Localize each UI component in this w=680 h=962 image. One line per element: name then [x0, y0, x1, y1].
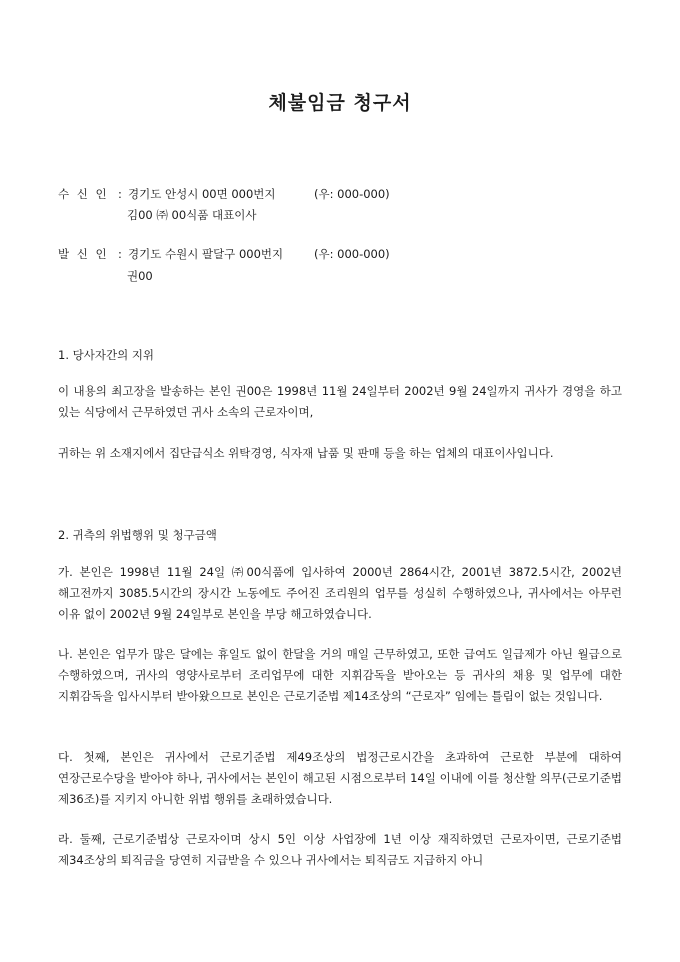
- sender-postal: (우: 000-000): [314, 247, 390, 261]
- section1-paragraph-2: 귀하는 위 소재지에서 집단급식소 위탁경영, 식자재 납품 및 판매 등을 하는 업체의 대표이사입니다.: [58, 446, 554, 460]
- recipient-line: [58, 186, 276, 202]
- section1-heading: 1. 당사자간의 지위: [58, 348, 155, 362]
- sender-name: 권00: [127, 269, 153, 283]
- sender-line: [58, 246, 283, 262]
- recipient-colon: :: [118, 187, 122, 201]
- recipient-address: 경기도 안성시 00면 000번지: [128, 187, 276, 201]
- recipient-name: 김00 ㈜ 00식품 대표이사: [127, 208, 257, 222]
- recipient-postal: (우: 000-000): [314, 187, 390, 201]
- sender-address: 경기도 수원시 팔달구 000번지: [128, 247, 284, 261]
- sender-colon: :: [118, 247, 122, 261]
- section2-heading: 2. 귀측의 위법행위 및 청구금액: [58, 528, 217, 542]
- sender-label: 발 신 인: [58, 247, 109, 261]
- section2-paragraph-ra: 라. 둘째, 근로기준법상 근로자이며 상시 5인 이상 사업장에 1년 이상 재직하였던 근로자이면, 근로기준법 제34조상의 퇴직금을 당연히 지급받을 수 있으나 귀사에서는 퇴직금도 지급하지 아니: [58, 832, 622, 867]
- recipient-label: 수 신 인: [58, 187, 109, 201]
- document-title: 체불임금 청구서: [268, 92, 412, 114]
- section1-paragraph-1: 이 내용의 최고장을 발송하는 본인 권00은 1998년 11월 24일부터 2002년 9월 24일까지 귀사가 경영을 하고 있는 식당에서 근무하였던 귀사 소속의 근로자이며,: [58, 384, 622, 419]
- section2-paragraph-da: 다. 첫째, 본인은 귀사에서 근로기준법 제49조상의 법정근로시간을 초과하여 근로한 부분에 대하여 연장근로수당을 받아야 하나, 귀사에서는 본인이 해고된 시점으로부터 14일 이내에 이를 청산할 의무(근로기준법 제36조)를 지키지 아니한 위법 행위를 초래하였습니다.: [58, 750, 622, 806]
- section2-paragraph-ga: 가. 본인은 1998년 11월 24일 ㈜00식품에 입사하여 2000년 2864시간, 2001년 3872.5시간, 2002년 해고전까지 3085.5시간의 장시간 노동에도 주어진 조리원의 업무를 성실히 수행하였으나, 귀사에서는 아무런 이유 없이 2002년 9월 24일부로 본인을 부당 해고하였습니다.: [58, 565, 622, 621]
- section2-paragraph-na: 나. 본인은 업무가 많은 달에는 휴일도 없이 한달을 거의 매일 근무하였고, 또한 급여도 일급제가 아닌 월급으로 수행하였으며, 귀사의 영양사로부터 조리업무에 대한 지휘감독을 받아오는 등 귀사의 채용 및 업무에 대한 지휘감독을 입사시부터 받아왔으므로 본인은 근로기준법 제14조상의 “근로자” 임에는 틀림이 없는 것입니다.: [58, 647, 622, 703]
